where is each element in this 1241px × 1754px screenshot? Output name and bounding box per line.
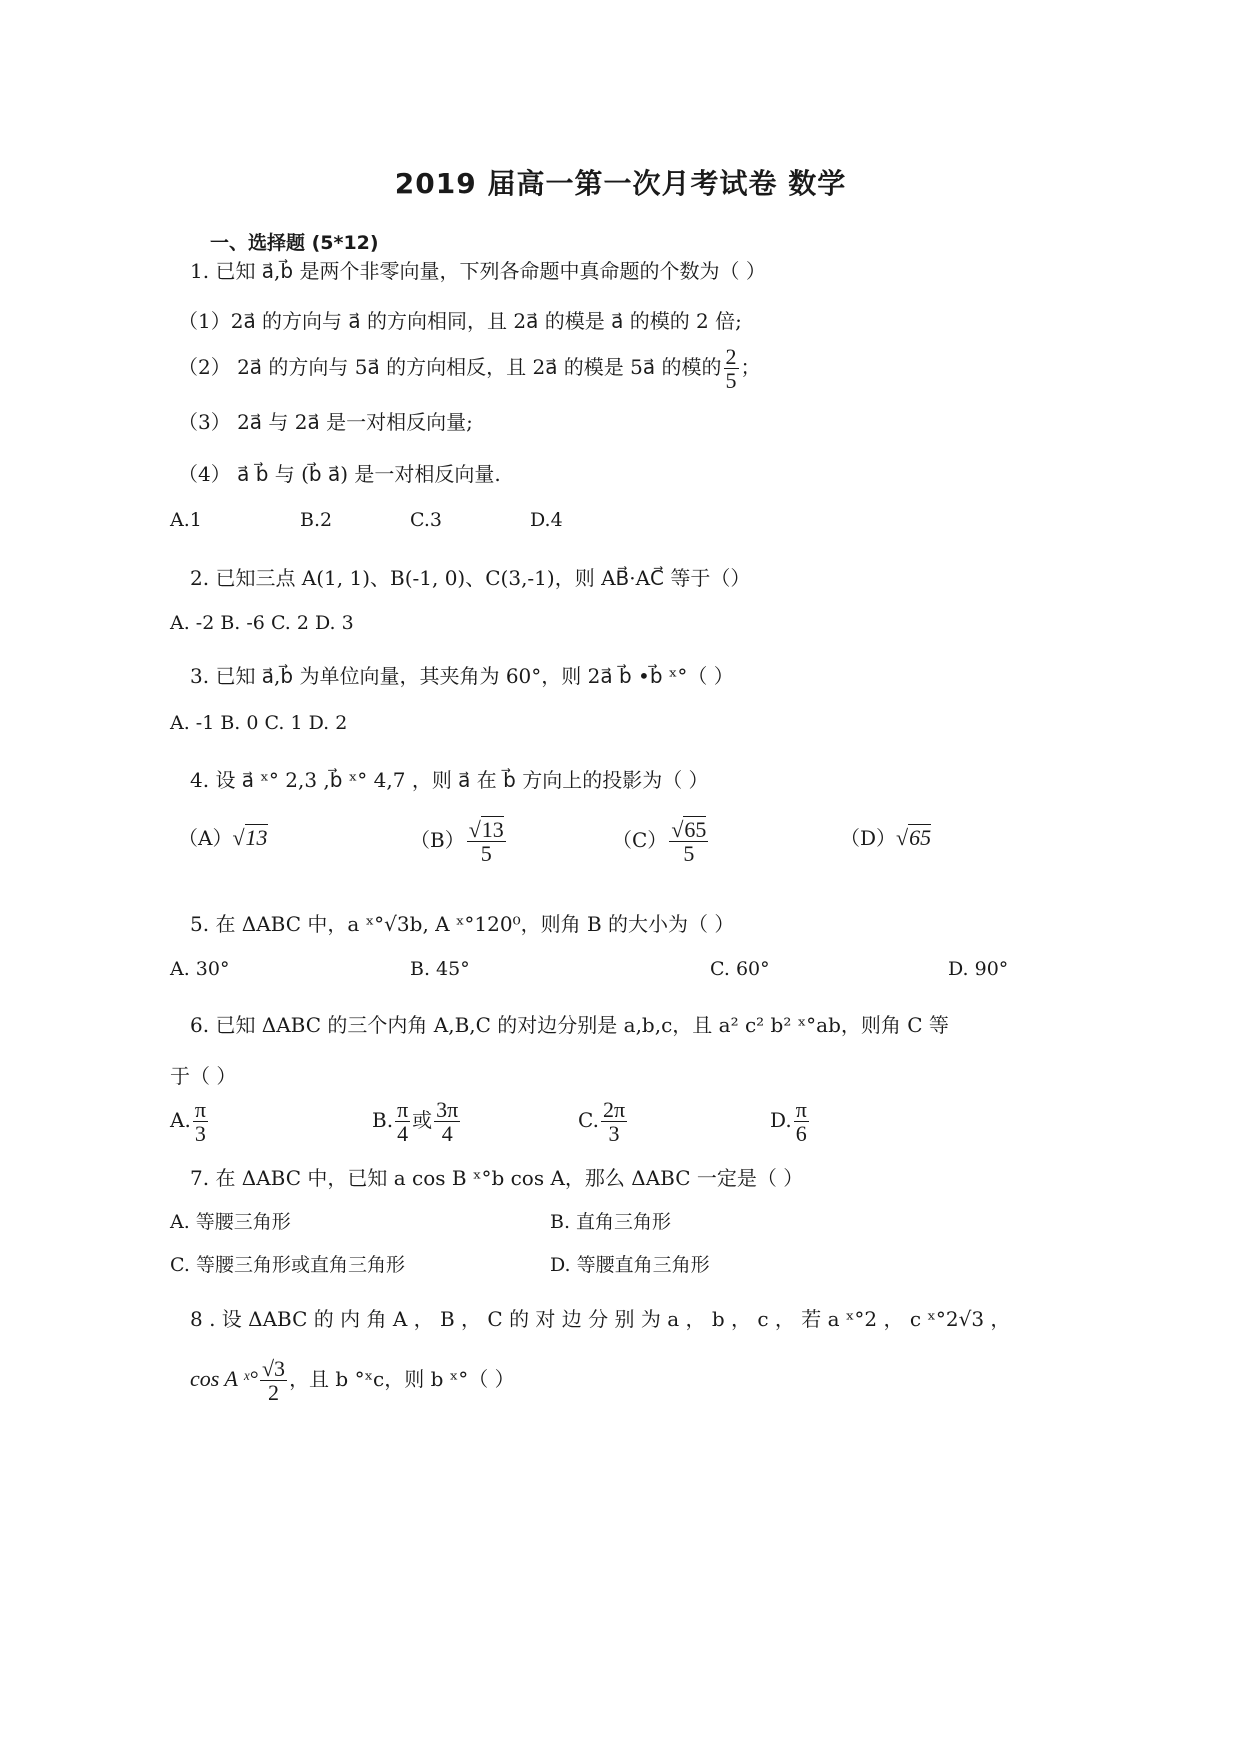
q8-stem: 8 . 设 ΔABC 的 内 角 A ， B ， C 的 对 边 分 别 为 a ， b ， c ， 若 a ˣ°2 ， c ˣ°2√3 ，: [190, 1307, 1011, 1331]
option-label: （D）: [840, 826, 897, 850]
q7-stem: 7. 在 ΔABC 中，已知 a cos B ˣ°b cos A，那么 ΔABC 一定是（ ）: [190, 1166, 804, 1190]
option-or-text: 或: [412, 1108, 433, 1133]
q4-stem: 4. 设 a⃗ ˣ° 2,3 ,b⃗ ˣ° 4,7 ，则 a⃗ 在 b⃗ 方向上的投影为（ ）: [190, 768, 709, 792]
q1-statement-2: [178, 345, 761, 392]
option-label: D.: [770, 1108, 792, 1133]
sqrt-radicand: 13: [481, 817, 504, 842]
fraction-numerator: 3π: [436, 1097, 459, 1122]
q1-statement-4: （4） a⃗ b⃗ 与 (b⃗ a⃗) 是一对相反向量.: [178, 462, 501, 486]
option-label: A.: [170, 1108, 191, 1133]
q5-option-c: C. 60°: [710, 958, 770, 980]
fraction-numerator: π: [194, 1097, 206, 1122]
q6-option-a: [170, 1098, 210, 1145]
fraction-denominator: 2: [268, 1380, 280, 1406]
q7-option-d: D. 等腰直角三角形: [550, 1254, 710, 1276]
option-label: B.: [372, 1108, 394, 1133]
q1-stem: 1. 已知 a⃗,b⃗ 是两个非零向量，下列各命题中真命题的个数为（ ）: [190, 259, 766, 283]
q7-option-b: B. 直角三角形: [550, 1211, 672, 1233]
fraction: [669, 818, 708, 865]
q1-option-c: C.3: [410, 509, 442, 531]
q6-option-b: [372, 1098, 462, 1145]
option-label: C.: [578, 1108, 599, 1133]
fraction-denominator: 5: [480, 841, 492, 867]
q8-stem-continued: [190, 1357, 515, 1404]
section-heading: 一、选择题 (5*12): [210, 232, 379, 254]
q1-option-d: D.4: [530, 509, 563, 531]
fraction: [193, 1098, 208, 1145]
fraction: [794, 1098, 809, 1145]
option-label: （A）: [178, 826, 233, 850]
fraction: [434, 1098, 460, 1145]
q2-stem: 2. 已知三点 A(1, 1)、B(-1, 0)、C(3,-1)，则 AB⃗·AC⃗ 等于（）: [190, 566, 751, 590]
sqrt-radicand: 65: [909, 825, 932, 850]
q2-options: A. -2 B. -6 C. 2 D. 3: [170, 612, 354, 634]
sqrt-radicand: 13: [245, 825, 268, 850]
fraction-numerator: √65: [671, 817, 707, 842]
fraction-numerator: π: [795, 1097, 807, 1122]
q4-option-a: [178, 822, 268, 851]
fraction-denominator: 3: [608, 1121, 620, 1147]
fraction-numerator: π: [397, 1097, 409, 1122]
q6-option-c: [578, 1098, 629, 1145]
q7-option-a: A. 等腰三角形: [170, 1211, 291, 1233]
q1-statement-2-end: ；: [740, 355, 761, 380]
q6-option-d: [770, 1098, 811, 1145]
fraction-denominator: 4: [397, 1121, 409, 1147]
q4-option-b: [410, 818, 508, 865]
q5-stem: 5. 在 ΔABC 中，a ˣ°√3b, A ˣ°120⁰，则角 B 的大小为（ ）: [190, 912, 735, 936]
sqrt-expression: √13: [232, 825, 268, 850]
option-label: （B）: [410, 828, 465, 853]
fraction-denominator: 5: [725, 368, 737, 394]
fraction: [467, 818, 506, 865]
q5-option-b: B. 45°: [410, 958, 470, 980]
q1-option-a: A.1: [170, 509, 202, 531]
q5-option-d: D. 90°: [948, 958, 1009, 980]
fraction-denominator: 5: [683, 841, 695, 867]
q7-option-c: C. 等腰三角形或直角三角形: [170, 1254, 405, 1276]
fraction-numerator: 2: [725, 344, 737, 369]
sqrt-radicand: 65: [684, 817, 707, 842]
page-title: 2019 届高一第一次月考试卷 数学: [394, 167, 847, 200]
fraction: [724, 345, 739, 392]
fraction-denominator: 4: [441, 1121, 453, 1147]
option-label: （C）: [612, 828, 668, 853]
q3-stem: 3. 已知 a⃗,b⃗ 为单位向量，其夹角为 60°，则 2a⃗ b⃗ •b⃗ ˣ°（ ）: [190, 664, 734, 688]
q1-statement-3: （3） 2a⃗ 与 2a⃗ 是一对相反向量;: [178, 410, 473, 434]
q1-option-b: B.2: [300, 509, 333, 531]
sqrt-expression: √65: [896, 825, 932, 850]
q1-statement-1: （1）2a⃗ 的方向与 a⃗ 的方向相同，且 2a⃗ 的模是 a⃗ 的模的 2 倍;: [178, 309, 742, 333]
fraction-numerator: 2π: [602, 1097, 626, 1122]
q3-options: A. -1 B. 0 C. 1 D. 2: [170, 712, 348, 734]
q6-stem-continued: 于（ ）: [170, 1064, 237, 1088]
fraction-numerator: √3: [261, 1356, 286, 1381]
fraction: [260, 1357, 287, 1404]
fraction: [395, 1098, 410, 1145]
q6-stem: 6. 已知 ΔABC 的三个内角 A,B,C 的对边分别是 a,b,c，且 a² c² b² ˣ°ab，则角 C 等: [190, 1013, 949, 1037]
q8-stem-end: ，且 b °ˣc，则 b ˣ°（ ）: [289, 1367, 515, 1392]
q1-statement-2-text: （2） 2a⃗ 的方向与 5a⃗ 的方向相反，且 2a⃗ 的模是 5a⃗ 的模的: [178, 355, 722, 380]
fraction-denominator: 3: [194, 1121, 206, 1147]
q8-cos-expression: cos A ˣ°: [190, 1366, 258, 1392]
q4-option-c: [612, 818, 710, 865]
fraction-numerator: √13: [468, 817, 504, 842]
q5-option-a: A. 30°: [170, 958, 230, 980]
fraction-denominator: 6: [795, 1121, 807, 1147]
fraction: [601, 1098, 627, 1145]
q4-option-d: [840, 822, 931, 851]
